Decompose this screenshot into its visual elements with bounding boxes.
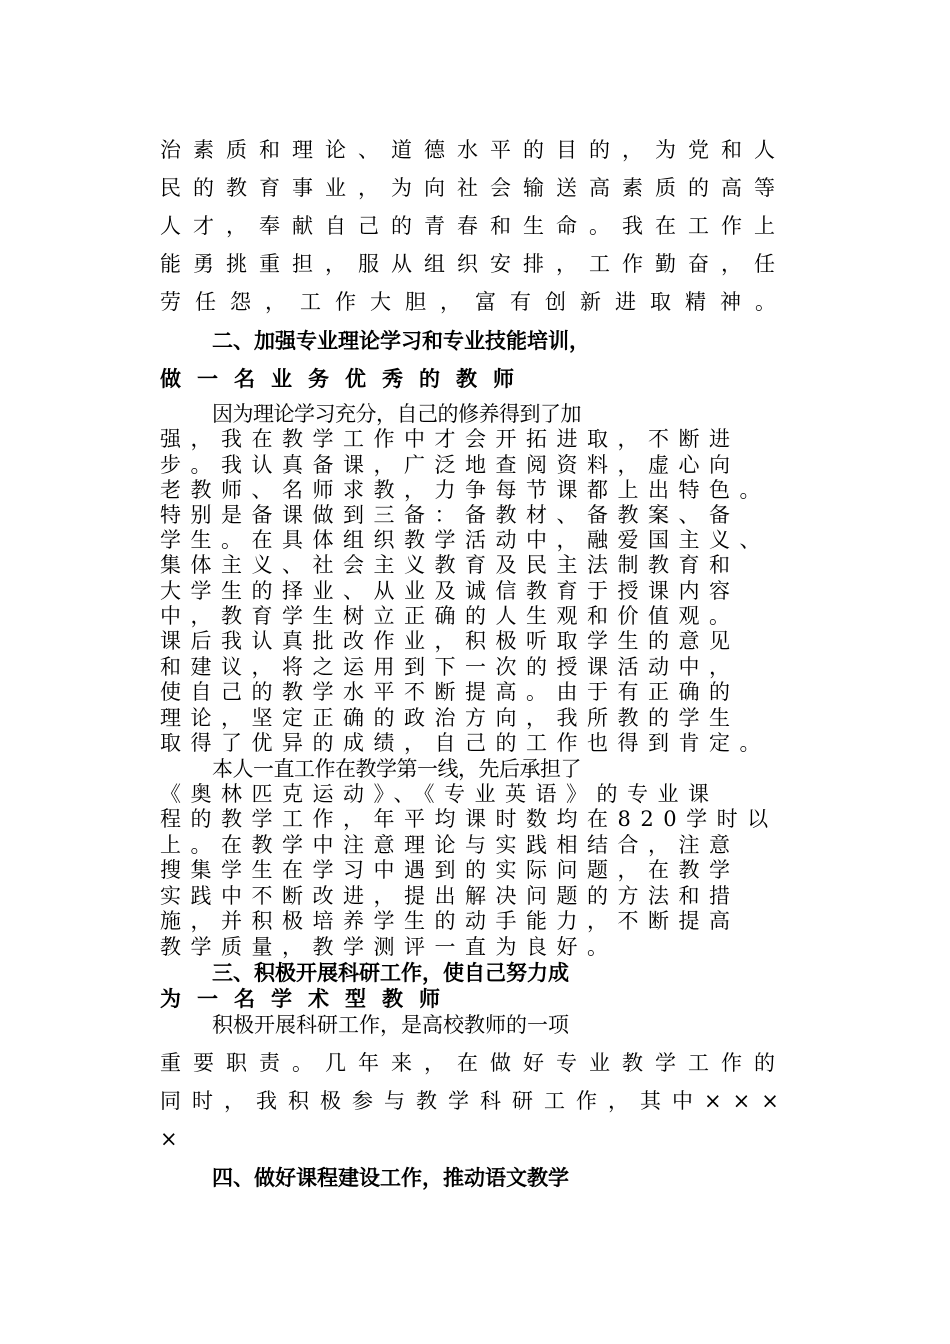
body-text-line: 老教师、名师求教，力争每节课都上出特色。 bbox=[160, 478, 770, 502]
section-heading: 为一名学术型教师 bbox=[160, 986, 456, 1011]
body-text-line: 中，教育学生树立正确的人生观和价值观。 bbox=[160, 604, 740, 628]
body-text-line: 程的教学工作，年平均课时数均在820学时以 bbox=[160, 807, 778, 831]
body-text-line: 强，我在教学工作中才会开拓进取，不断进 bbox=[160, 427, 740, 451]
section-heading: 三、积极开展科研工作，使自己努力成 bbox=[212, 960, 569, 985]
section-heading: 做一名业务优秀的教师 bbox=[160, 366, 530, 391]
body-text-line: 大学生的择业、从业及诚信教育于授课内容 bbox=[160, 579, 740, 603]
body-text-line: 集体主义、社会主义教育及民主法制教育和 bbox=[160, 553, 740, 577]
body-text-line: 搜集学生在学习中遇到的实际问题，在教学 bbox=[160, 858, 740, 882]
body-text-line: × bbox=[160, 1127, 197, 1151]
body-text-line: 积极开展科研工作，是高校教师的一项 bbox=[212, 1013, 569, 1037]
body-text-line: 使自己的教学水平不断提高。由于有正确的 bbox=[160, 680, 740, 704]
body-text-line: 重要职责。几年来，在做好专业教学工作的 bbox=[160, 1051, 787, 1075]
body-text-line: 因为理论学习充分，自己的修养得到了加 bbox=[212, 402, 581, 426]
body-text-line: 课后我认真批改作业，积极听取学生的意见 bbox=[160, 629, 740, 653]
body-text-line: 学生。在具体组织教学活动中，融爱国主义、 bbox=[160, 528, 770, 552]
body-text-line: 理论，坚定正确的政治方向，我所教的学生 bbox=[160, 706, 740, 730]
body-text-line: 教学质量，教学测评一直为良好。 bbox=[160, 935, 618, 959]
body-text-line: 取得了优异的成绩，自己的工作也得到肯定。 bbox=[160, 731, 770, 755]
body-text-line: 特别是备课做到三备：备教材、备教案、备 bbox=[160, 503, 740, 527]
body-text-line: 本人一直工作在教学第一线，先后承担了 bbox=[212, 757, 581, 781]
body-text-line: 能勇挑重担，服从组织安排，工作勤奋，任 bbox=[160, 252, 787, 276]
body-text-line: 上。在教学中注意理论与实践相结合，注意 bbox=[160, 833, 740, 857]
body-text-line: 《奥林匹克运动》、《专业英语》的专业课 bbox=[160, 782, 719, 806]
body-text-line: 和建议，将之运用到下一次的授课活动中， bbox=[160, 655, 740, 679]
body-text-line: 治素质和理论、道德水平的目的，为党和人 bbox=[160, 138, 787, 162]
body-text-line: 人才，奉献自己的青春和生命。我在工作上 bbox=[160, 214, 787, 238]
section-heading: 二、加强专业理论学习和专业技能培训， bbox=[212, 328, 590, 353]
body-text-line: 施，并积极培养学生的动手能力，不断提高 bbox=[160, 909, 740, 933]
body-text-line: 实践中不断改进，提出解决问题的方法和措 bbox=[160, 884, 740, 908]
body-text-line: 步。我认真备课，广泛地查阅资料，虚心向 bbox=[160, 453, 740, 477]
body-text-line: 劳任怨，工作大胆，富有创新进取精神。 bbox=[160, 290, 790, 314]
section-heading: 四、做好课程建设工作，推动语文教学 bbox=[212, 1165, 569, 1190]
body-text-line: 同时，我积极参与教学科研工作，其中××× bbox=[160, 1089, 790, 1113]
body-text-line: 民的教育事业，为向社会输送高素质的高等 bbox=[160, 176, 787, 200]
